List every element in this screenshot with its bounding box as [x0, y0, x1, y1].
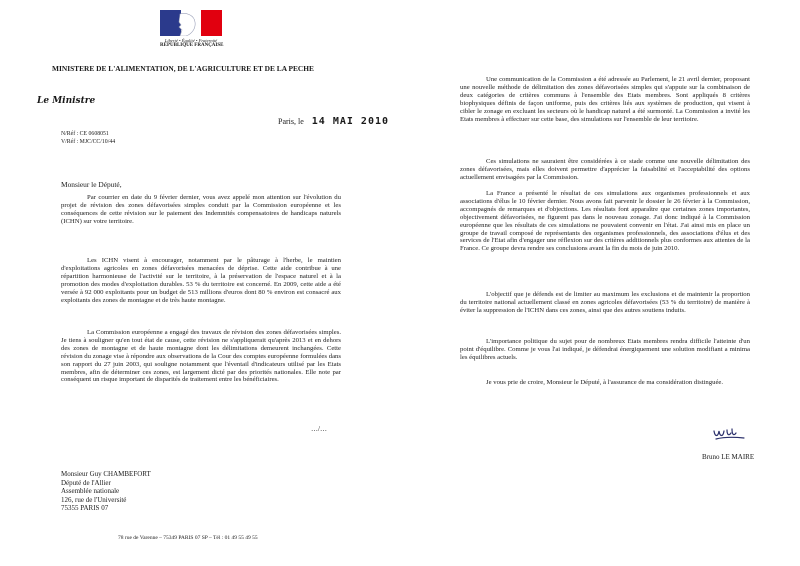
date-line [278, 116, 389, 127]
recipient-street: 126, rue de l'Université [61, 495, 127, 504]
paragraph: Les ICHN visent à encourager, notamment par le pâturage à l'herbe, le maintien d'exploitations agricoles en zones défavorisées menacées de déprise. Cette aide contribue à une répartition harmonieuse de l'activité sur le territoire, à la préservation de l'espace naturel et à la promotion des modes d'exploitation durables. 53 % du territoire est concerné. En 2009, cette aide a été versée à 92 000 exploitants pour un budget de 513 millions d'euros dont 80 % environ est consacré aux exploitants des zones de montagne et de très haute montagne. [61, 257, 341, 304]
date-place: Paris, le [278, 117, 304, 126]
letter-page-2 [400, 0, 800, 566]
marianne-profile-icon [174, 10, 200, 36]
signature-icon [710, 425, 750, 443]
recipient-city: 75355 PARIS 07 [61, 504, 109, 513]
paragraph: Par courrier en date du 9 février dernier, vous avez appelé mon attention sur l'évolution du projet de révision des zones défavorisées simples conduit par la Commission européenne et les conséquences de cette révision sur le paiement des Indemnités compensatoires de handicaps naturels (ICHN) sur votre territoire. [61, 194, 341, 225]
republique-francaise-logo [160, 10, 222, 48]
signer-name: Bruno LE MAIRE [702, 453, 755, 461]
recipient-address [61, 470, 151, 513]
paragraph: La Commission européenne a engagé des travaux de révision des zones défavorisées simples. Je tiens à souligner qu'en tout état de cause, cette révision ne s'appliquerait qu'après 2013 et en dehors des zones de montagne et de haute montagne dont les délimitations demeurent inchangées. Cette révision du zonage vise à répondre aux observations de la Cour des comptes européenne formulées dans son rapport du 27 juin 2003, qui souligne notamment que l'éventail d'indicateurs utilisé par les Etats membres, afin de déterminer ces zones, est largement dicté par des priorités nationales. Elle note par conséquent un risque important de disparités de traitement entre les bénéficiaires. [61, 329, 341, 384]
continuation-mark: …/… [311, 425, 327, 433]
motto: Liberté • Égalité • Fraternité [164, 38, 218, 43]
recipient-name: Monsieur Guy CHAMBEFORT [61, 470, 151, 478]
footer-address: 78 rue de Varenne – 75349 PARIS 07 SP – Tél : 01 49 55 49 55 [118, 535, 258, 541]
republic-label: RÉPUBLIQUE FRANÇAISE [160, 43, 224, 48]
our-reference: N/Réf : CE 0608051 [61, 131, 109, 137]
paragraph: L'importance politique du sujet pour de nombreux Etats membres rendra difficile l'atteinte d'un point d'équilibre. Comme je vous l'ai indiqué, je défendrai énergiquement une solution modifiant a minima les équilibres actuels. [460, 338, 750, 361]
paragraph: Ces simulations ne sauraient être considérées à ce stade comme une nouvelle délimitation des zones défavorisées, mais elles doivent permettre d'apprécier la faisabilité et l'acceptabilité des options actuellement envisagées par la Commission. [460, 158, 750, 181]
date-stamp: 14 MAI 2010 [311, 116, 390, 127]
marianne-flag-icon [160, 10, 222, 36]
references [61, 130, 115, 146]
recipient-title: Député de l'Allier [61, 478, 111, 487]
minister-title: Le Ministre [37, 96, 96, 106]
your-reference: V/Réf : MJC/CC/10/44 [61, 139, 116, 145]
ministry-title: MINISTERE DE L'ALIMENTATION, DE L'AGRICULTURE ET DE LA PECHE [52, 64, 314, 73]
paragraph: Une communication de la Commission a été adressée au Parlement, le 21 avril dernier, proposant une nouvelle méthode de délimitation des zones défavorisées simples qui s'appuie sur la combinaison de deux catégories de critères communs à l'ensemble des Etats membres. Sont appliqués 8 critères biophysiques définis de façon uniforme, puis des critères liés aux systèmes de production, qui visent à cibler le zonage en excluant les secteurs où le handicap naturel a été surmonté. La Commission a invité les Etats membres à effectuer sur cette base, des simulations sur l'ensemble de leur territoire. [460, 76, 750, 123]
recipient-institution: Assemblée nationale [61, 487, 120, 496]
paragraph: Je vous prie de croire, Monsieur le Député, à l'assurance de ma considération distinguée. [486, 379, 724, 386]
paragraph: L'objectif que je défends est de limiter au maximum les exclusions et de maintenir la proportion du territoire national actuellement classé en zones agricoles défavorisées (53 % du territoire) de manière à éviter la suppression de l'ICHN dans ces zones, ainsi que des autres soutiens induits. [460, 291, 750, 314]
paragraph: La France a présenté le résultat de ces simulations aux organismes professionnels et aux associations d'élus le 10 février dernier. Nous avons fait parvenir le dossier le 26 février à la Commission, accompagnés de remarques et d'objections. Les résultats font apparaître que certaines zones importantes, objectivement défavorisées, ne figurent pas dans le nouveau zonage. J'ai donc indiqué à la Commission européenne que les résultats de ces simulations ne pouvaient convenir en l'état. J'ai ainsi mis en place un groupe de travail composé de représentants des organismes professionnels, des associations d'élus et des services de l'Etat afin d'engager une réflexion sur des critères additionnels plus conformes aux attentes de la France. Ce groupe devra rendre ses conclusions avant la fin du mois de juin 2010. [460, 190, 750, 253]
salutation: Monsieur le Député, [61, 180, 122, 189]
